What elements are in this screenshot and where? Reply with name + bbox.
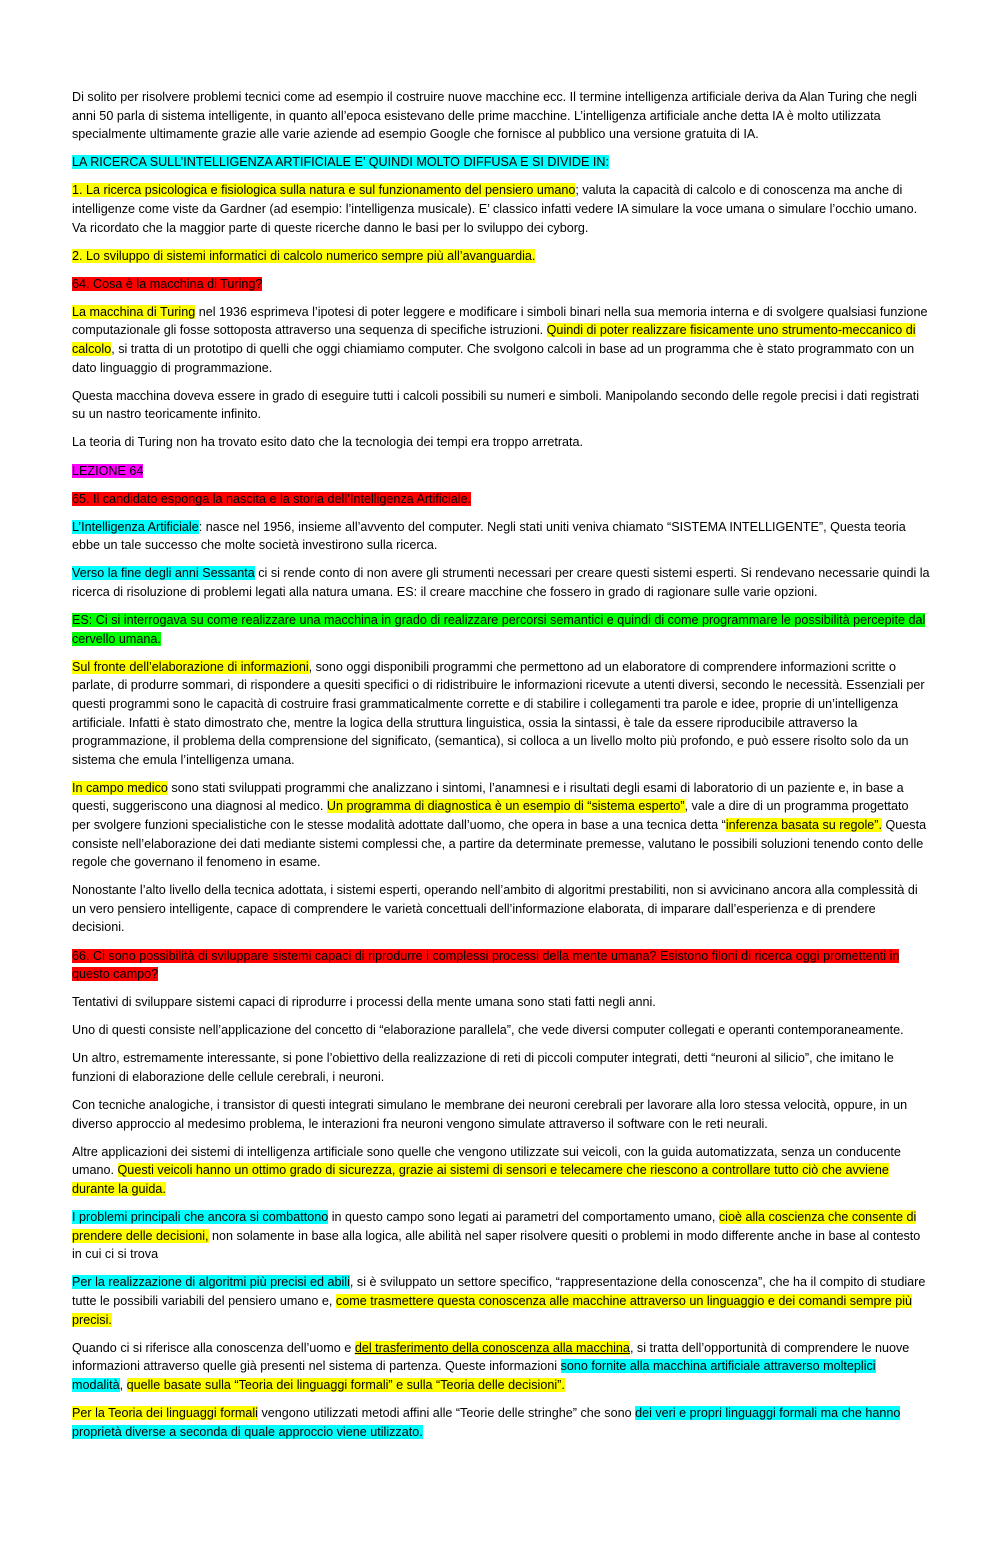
paragraph xyxy=(72,1049,930,1086)
highlighted-text-yellow: Un programma di diagnostica è un esempio di “sistema esperto” xyxy=(326,799,685,814)
text-run: , sono oggi disponibili programmi che permettono ad un elaboratore di comprendere informazioni scritte o parlate, di produrre sommari, di rispondere a quesiti specifici o di ridistribuire le informazioni ricevute a utenti diversi, secondo le necessità. Essenziali per questi programmi sono le capacità di costruire frasi grammaticalmente corrette e di stabilire i collegamenti tra parole e idee, proprie di un’intelligenza artificiale. Infatti è stato dimostrato che, mentre la logica della struttura linguistica, ossia la sintassi, è tale da essere riproducibile attraverso la programmazione, il problema della comprensione del significato, (semantica), si colloca a un livello molto più profondo, e può essere risolto solo da un sistema che emula l’intelligenza umana. xyxy=(72,659,925,767)
highlighted-text-cyan: sono fornite alla macchina artificiale attraverso molteplici modalità xyxy=(72,1359,876,1392)
highlighted-text-yellow: 1. La ricerca psicologica e fisiologica sulla natura e sul funzionamento del pensiero umano xyxy=(72,183,576,198)
paragraph xyxy=(72,387,930,424)
text-run: , vale a dire di un programma progettato per svolgere funzioni specialistiche con le stesse modalità adottate dall’uomo, che opera in base a una tecnica detta “ xyxy=(72,799,909,832)
paragraph xyxy=(72,1339,930,1395)
highlighted-text-cyan: I problemi principali che ancora si combattono xyxy=(72,1210,329,1225)
highlighted-text-yellow: 2. Lo sviluppo di sistemi informatici di calcolo numerico sempre più all’avanguardia. xyxy=(72,248,536,263)
text-run: , xyxy=(119,1377,127,1392)
highlighted-text-cyan: Per la realizzazione di algoritmi più precisi ed abili xyxy=(72,1275,350,1290)
paragraph xyxy=(72,1021,930,1040)
text-run: sono stati sviluppati programmi che analizzano i sintomi, l’anamnesi e i risultati degli esami di laboratorio di un paziente e, in base a questi, suggeriscono una diagnosi al medico. xyxy=(72,780,904,814)
highlighted-text-yellow: Quindi di poter realizzare fisicamente uno strumento-meccanico di calcolo xyxy=(72,323,916,357)
highlighted-text-yellow: come trasmettere questa conoscenza alle macchine attraverso un linguaggio e dei comandi sempre più precisi. xyxy=(72,1293,913,1327)
text-run: nel 1936 esprimeva l’ipotesi di poter leggere e modificare i simboli binari nella sua memoria interna e di svolgere qualsiasi funzione computazionale gli fosse sottoposta attraverso una sequenza di specifiche istruzioni. xyxy=(72,304,928,338)
paragraph xyxy=(72,881,930,937)
paragraph xyxy=(72,947,930,984)
highlighted-text-yellow: Questi veicoli hanno un ottimo grado di sicurezza, grazie ai sistemi di sensori e telecamere che riescono a controllare tutto ciò che avviene durante la guida. xyxy=(72,1163,889,1196)
text-run: Con tecniche analogiche, i transistor di questi integrati simulano le membrane dei neuroni cerebrali per lavorare alla loro stessa velocità, oppure, in un diverso approccio al medesimo problema, le interazioni fra neuroni vengono simulate attraverso il software con le reti neurali. xyxy=(72,1098,908,1131)
highlighted-text-cyan: L’Intelligenza Artificiale xyxy=(72,519,199,534)
text-run: ; valuta la capacità di calcolo e di conoscenza ma anche di intelligenze come viste da Gardner (ad esempio: l’intelligenza musicale). E’ classico infatti vedere IA simulare la voce umana o simulare l’occhio umano. Va ricordato che la maggior parte di queste ricerche danno le basi per lo sviluppo dei cyborg. xyxy=(72,183,918,235)
text-run: La teoria di Turing non ha trovato esito dato che la tecnologia dei tempi era troppo arretrata. xyxy=(72,435,584,450)
text-run: non solamente in base alla logica, alle abilità nel saper risolvere quesiti o problemi in modo differente anche in base al contesto in cui ci si trova xyxy=(72,1228,921,1262)
paragraph xyxy=(72,564,930,601)
paragraph xyxy=(72,1404,930,1441)
text-run: Nonostante l’alto livello della tecnica adottata, i sistemi esperti, operando nell’ambito di algoritmi prestabiliti, non si avvicinano ancora alla complessità di un vero pensiero intelligente, capace di comprendere le varietà concettuali dell’informazione elaborata, di imparare dall’esperienza e di prendere decisioni. xyxy=(72,883,918,935)
paragraph xyxy=(72,779,930,872)
highlighted-text-red: 64. Cosa è la macchina di Turing? xyxy=(72,276,263,291)
highlighted-text-yellow: La macchina di Turing xyxy=(72,304,196,319)
paragraph xyxy=(72,1273,930,1329)
text-run: : nasce nel 1956, insieme all’avvento del computer. Negli stati uniti veniva chiamato “SISTEMA INTELLIGENTE”, Questa teoria ebbe un tale successo che molte società investirono sulla ricerca. xyxy=(72,519,906,553)
paragraph xyxy=(72,275,930,294)
paragraph xyxy=(72,303,930,377)
paragraph xyxy=(72,462,930,481)
highlighted-text-cyan: dei veri e propri linguaggi formali ma che hanno proprietà diverse a seconda di quale approccio viene utilizzato. xyxy=(72,1405,901,1439)
highlighted-text-red: 66. Ci sono possibilità di sviluppare sistemi capaci di riprodurre i complessi processi della mente umana? Esistono filoni di ricerca oggi promettenti in questo campo? xyxy=(72,948,900,982)
highlighted-text-yellow: In campo medico xyxy=(72,780,168,795)
paragraph xyxy=(72,1143,930,1199)
highlighted-text-yellow: del trasferimento della conoscenza alla macchina xyxy=(354,1340,630,1355)
paragraph xyxy=(72,1208,930,1264)
paragraph xyxy=(72,247,930,266)
highlighted-text-cyan: Verso la fine degli anni Sessanta xyxy=(72,566,255,581)
text-run: in questo campo sono legati ai parametri del comportamento umano, xyxy=(328,1210,719,1225)
text-run: Altre applicazioni dei sistemi di intelligenza artificiale sono quelle che vengono utilizzate sui veicoli, con la guida automatizzata, senza un conducente umano. xyxy=(72,1144,901,1178)
paragraph xyxy=(72,490,930,509)
text-run: Di solito per risolvere problemi tecnici come ad esempio il costruire nuove macchine ecc. Il termine intelligenza artificiale deriva da Alan Turing che negli anni 50 parla di sistema intelligente, in quanto all’epoca esistevano delle prime macchine. L’intelligenza artificiale anche detta IA è molto utilizzata specialmente ultimamente grazie alle varie aziende ad esempio Google che fornisce al pubblico una versione gratuita di IA. xyxy=(72,90,917,142)
highlighted-text-cyan: LA RICERCA SULL’INTELLIGENZA ARTIFICIALE E’ QUINDI MOLTO DIFFUSA E SI DIVIDE IN: xyxy=(72,155,610,170)
highlighted-text-yellow: inferenza basata su regole”. xyxy=(725,818,882,832)
paragraph xyxy=(72,518,930,555)
paragraph xyxy=(72,658,930,770)
highlighted-text-yellow: quelle basate sulla “Teoria dei linguaggi formali” e sulla “Teoria delle decisioni”. xyxy=(126,1377,565,1392)
text-run: Questa macchina doveva essere in grado di eseguire tutti i calcoli possibili su numeri e simboli. Manipolando secondo delle regole precisi i dati registrati su un nastro teoricamente infinito. xyxy=(72,388,920,422)
highlighted-text-red: 65. Il candidato esponga la nascita e la storia dell’Intelligenza Artificiale. xyxy=(72,491,472,506)
text-run: Tentativi di sviluppare sistemi capaci di riprodurre i processi della mente umana sono stati fatti negli anni. xyxy=(72,995,656,1010)
paragraph xyxy=(72,153,930,172)
text-run: , si tratta di un prototipo di quelli che oggi chiamiamo computer. Che svolgono calcoli in base ad un programma che è stato programmato con un dato linguaggio di programmazione. xyxy=(72,342,915,375)
paragraph xyxy=(72,1096,930,1133)
text-run: Quando ci si riferisce alla conoscenza dell’uomo e xyxy=(72,1340,355,1355)
paragraph xyxy=(72,181,930,237)
paragraph xyxy=(72,993,930,1012)
text-run: Un altro, estremamente interessante, si pone l’obiettivo della realizzazione di reti di piccoli computer integrati, detti “neuroni al silicio”, che imitano le funzioni di elaborazione delle cellule cerebrali, i neuroni. xyxy=(72,1051,894,1085)
text-run: Questa consiste nell’elaborazione dei dati mediante sistemi complessi che, a partire da determinate premesse, valutano le possibili soluzioni tenendo conto delle regole che governano il fenomeno in esame. xyxy=(72,818,927,870)
text-run: , si tratta dell’opportunità di comprendere le nuove informazioni attraverso quelle già presenti nel sistema di partenza. Queste informazioni xyxy=(72,1340,910,1374)
paragraph xyxy=(72,433,930,452)
paragraph xyxy=(72,611,930,648)
highlighted-text-yellow: cioè alla coscienza che consente di prendere delle decisioni, xyxy=(72,1210,917,1243)
highlighted-text-yellow: Per la Teoria dei linguaggi formali xyxy=(72,1405,258,1420)
text-run: Uno di questi consiste nell’applicazione del concetto di “elaborazione parallela”, che vede diversi computer collegati e operanti contemporaneamente. xyxy=(72,1023,904,1038)
text-run: ci si rende conto di non avere gli strumenti necessari per creare questi sistemi esperti. Si rendevano necessarie quindi la ricerca di risoluzione di problemi legati alla natura umana. ES: il creare macchine che fossero in grado di ragionare sulle varie opzioni. xyxy=(72,566,930,599)
highlighted-text-yellow: Sul fronte dell’elaborazione di informazioni xyxy=(72,659,309,674)
text-run: , si è sviluppato un settore specifico, “rappresentazione della conoscenza”, che ha il compito di studiare tutte le possibili variabili del pensiero umano e, xyxy=(72,1275,926,1308)
paragraph xyxy=(72,88,930,144)
highlighted-text-magenta: LEZIONE 64 xyxy=(72,463,144,478)
document-body xyxy=(72,88,930,1441)
text-run: vengono utilizzati metodi affini alle “Teorie delle stringhe” che sono xyxy=(257,1405,636,1420)
highlighted-text-green: ES: Ci si interrogava su come realizzare una macchina in grado di realizzare percorsi semantici e quindi di come programmare le possibilità percepite dal cervello umana. xyxy=(72,613,926,646)
